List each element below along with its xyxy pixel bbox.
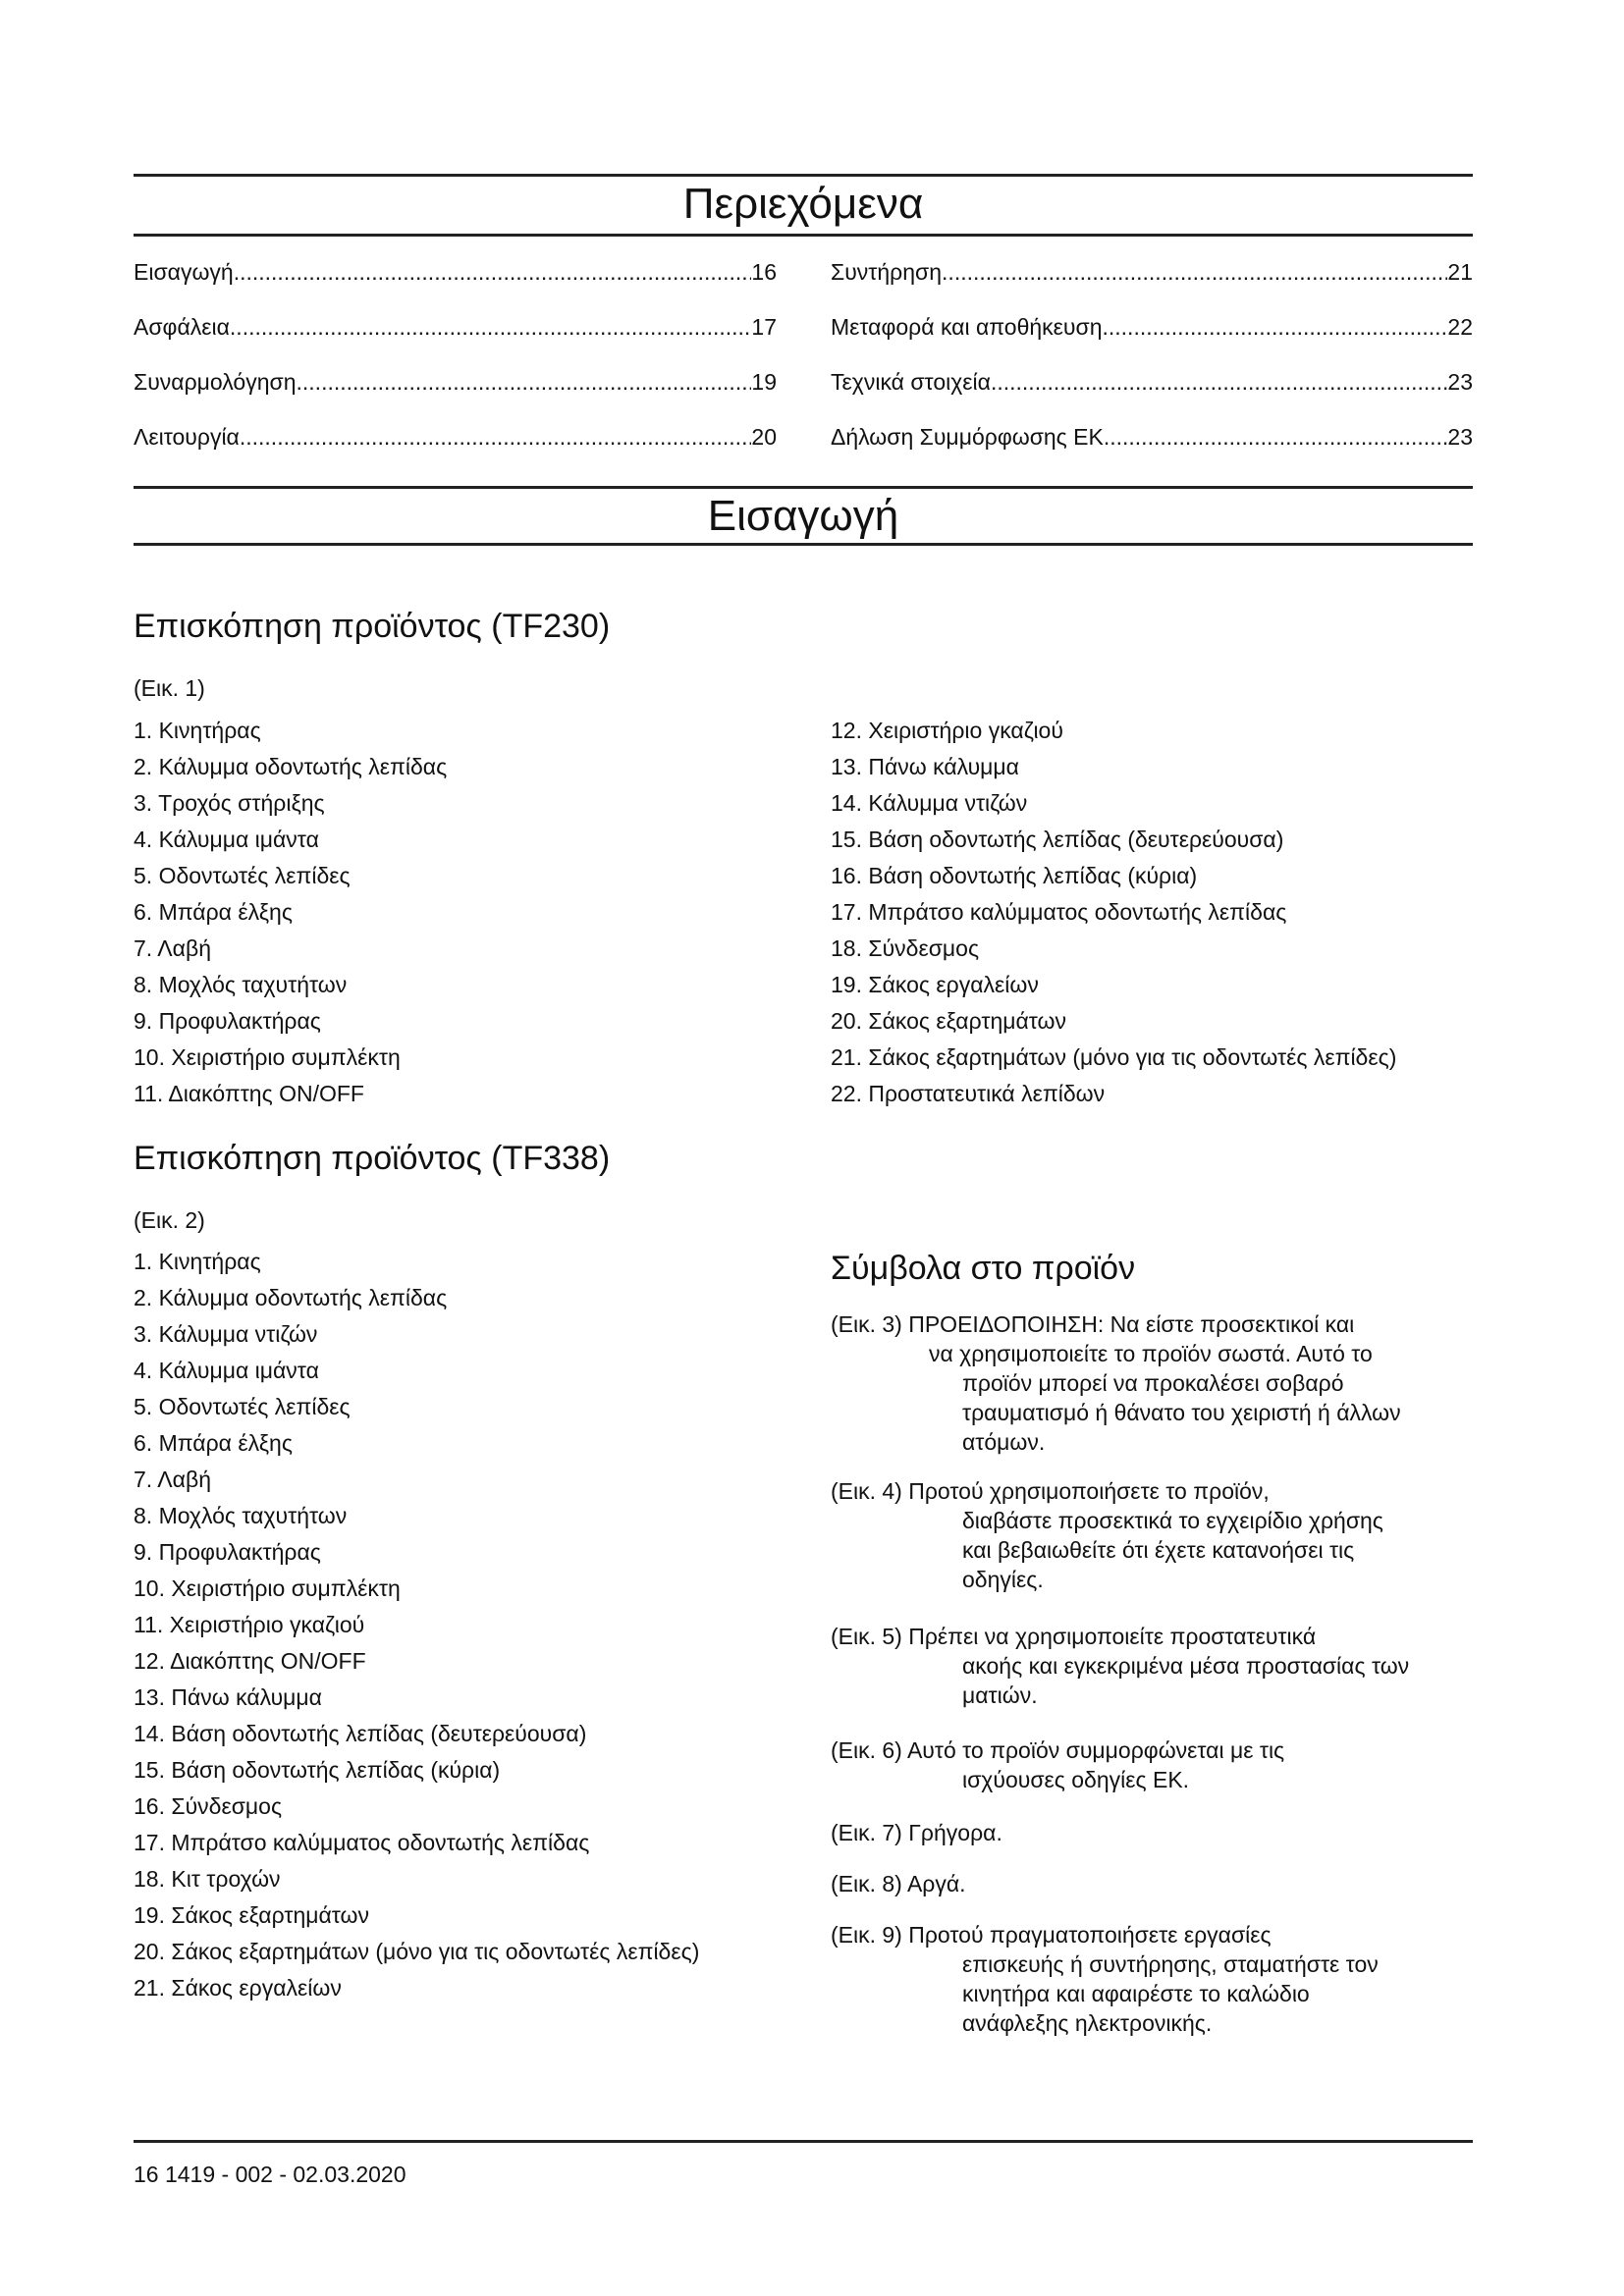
list-item: 18. Κιτ τροχών (134, 1866, 281, 1892)
footer-rule (134, 2140, 1473, 2143)
list-item: 8. Μοχλός ταχυτήτων (134, 972, 348, 997)
list-item: 18. Σύνδεσμος (831, 935, 980, 961)
symbol-entry: (Εικ. 5) Πρέπει να χρησιμοποιείτε προστατευτικά ακοής και εγκεκριμένα μέσα προστασίας των ματιών. (831, 1624, 1410, 1708)
list-item: 13. Πάνω κάλυμμα (134, 1684, 322, 1710)
footer-text: 16 1419 - 002 - 02.03.2020 (134, 2162, 406, 2187)
list-item: 3. Κάλυμμα ντιζών (134, 1321, 318, 1347)
symbols-heading: Σύμβολα στο προϊόν (831, 1250, 1136, 1287)
list-item: 11. Διακόπτης ON/OFF (134, 1081, 364, 1106)
toc-entry[interactable]: Ασφάλεια ..... 17 (134, 314, 777, 341)
tf338-parts (134, 1244, 699, 2006)
list-item: 9. Προφυλακτήρας (134, 1008, 321, 1034)
list-item: 14. Κάλυμμα ντιζών (831, 790, 1028, 816)
list-item: 4. Κάλυμμα ιμάντα (134, 827, 319, 852)
symbol-entry: (Εικ. 9) Προτού πραγματοποιήσετε εργασίες επισκευής ή συντήρησης, σταματήστε τον κινητήρα και αφαιρέστε το καλώδιο ανάφλεξης ηλεκτρονικής. (831, 1922, 1379, 2036)
list-item: 1. Κινητήρας (134, 1249, 261, 1274)
list-item: 20. Σάκος εξαρτημάτων (831, 1008, 1066, 1034)
list-item: 2. Κάλυμμα οδοντωτής λεπίδας (134, 754, 448, 779)
overview-tf230-heading: Επισκόπηση προϊόντος (TF230) (134, 608, 611, 645)
toc-entry[interactable]: Τεχνικά στοιχεία ..... 23 (831, 369, 1473, 396)
list-item: 2. Κάλυμμα οδοντωτής λεπίδας (134, 1285, 448, 1310)
list-item: 12. Διακόπτης ON/OFF (134, 1648, 366, 1674)
list-item: 13. Πάνω κάλυμμα (831, 754, 1019, 779)
list-item: 8. Μοχλός ταχυτήτων (134, 1503, 348, 1528)
section-top-rule (134, 486, 1473, 489)
list-item: 15. Βάση οδοντωτής λεπίδας (δευτερεύουσα) (831, 827, 1284, 852)
list-item: 6. Μπάρα έλξης (134, 1430, 293, 1456)
list-item: 10. Χειριστήριο συμπλέκτη (134, 1044, 401, 1070)
section-bottom-rule (134, 543, 1473, 546)
list-item: 1. Κινητήρας (134, 718, 261, 743)
list-item: 5. Οδοντωτές λεπίδες (134, 1394, 351, 1419)
list-item: 16. Σύνδεσμος (134, 1793, 283, 1819)
toc-entry[interactable]: Δήλωση Συμμόρφωσης ΕΚ ..... 23 (831, 424, 1473, 451)
list-item: 3. Τροχός στήριξης (134, 790, 325, 816)
list-item: 7. Λαβή (134, 935, 211, 961)
symbol-entry: (Εικ. 4) Προτού χρησιμοποιήσετε το προϊόν, διαβάστε προσεκτικά το εγχειρίδιο χρήσης και βεβαιωθείτε ότι έχετε κατανοήσει τις οδηγίες. (831, 1478, 1383, 1592)
toc-entry[interactable]: Συντήρηση ..... 21 (831, 259, 1473, 286)
list-item: 17. Μπράτσο καλύμματος οδοντωτής λεπίδας (831, 899, 1287, 925)
list-item: 16. Βάση οδοντωτής λεπίδας (κύρια) (831, 863, 1198, 888)
section-title: Εισαγωγή (707, 492, 899, 540)
list-item: 19. Σάκος εξαρτημάτων (134, 1902, 369, 1928)
list-item: 21. Σάκος εξαρτημάτων (μόνο για τις οδοντωτές λεπίδες) (831, 1044, 1397, 1070)
list-item: 19. Σάκος εργαλείων (831, 972, 1039, 997)
list-item: 20. Σάκος εξαρτημάτων (μόνο για τις οδοντωτές λεπίδες) (134, 1939, 700, 1964)
toc-entry[interactable]: Συναρμολόγηση ..... 19 (134, 369, 777, 396)
list-item: 14. Βάση οδοντωτής λεπίδας (δευτερεύουσα) (134, 1721, 587, 1746)
symbol-entry: (Εικ. 8) Αργά. (831, 1871, 966, 1896)
list-item: 12. Χειριστήριο γκαζιού (831, 718, 1063, 743)
tf230-parts-right (831, 713, 1396, 1112)
fig-ref-1: (Εικ. 1) (134, 675, 205, 701)
fig-ref-2: (Εικ. 2) (134, 1207, 205, 1233)
list-item: 5. Οδοντωτές λεπίδες (134, 863, 351, 888)
contents-title: Περιεχόμενα (682, 180, 924, 228)
list-item: 15. Βάση οδοντωτής λεπίδας (κύρια) (134, 1757, 501, 1783)
tf230-parts-left (134, 713, 447, 1112)
contents-rule (134, 234, 1473, 237)
top-rule (134, 174, 1473, 177)
symbol-entry: (Εικ. 6) Αυτό το προϊόν συμμορφώνεται με τις ισχύουσες οδηγίες ΕΚ. (831, 1737, 1285, 1792)
symbol-entry: (Εικ. 3) ΠΡΟΕΙΔΟΠΟΙΗΣΗ: Να είστε προσεκτικοί και να χρησιμοποιείτε το προϊόν σωστά. Αυτό το προϊόν μπορεί να προκαλέσει σοβαρό τραυματισμό ή θάνατο του χειριστή ή άλλων ατόμων. (831, 1311, 1401, 1455)
list-item: 9. Προφυλακτήρας (134, 1539, 321, 1565)
list-item: 21. Σάκος εργαλείων (134, 1975, 342, 2001)
list-item: 10. Χειριστήριο συμπλέκτη (134, 1575, 401, 1601)
list-item: 17. Μπράτσο καλύμματος οδοντωτής λεπίδας (134, 1830, 590, 1855)
list-item: 4. Κάλυμμα ιμάντα (134, 1358, 319, 1383)
toc-entry[interactable]: Λειτουργία ..... 20 (134, 424, 777, 451)
list-item: 7. Λαβή (134, 1467, 211, 1492)
list-item: 6. Μπάρα έλξης (134, 899, 293, 925)
toc-entry[interactable]: Μεταφορά και αποθήκευση ..... 22 (831, 314, 1473, 341)
symbol-entry: (Εικ. 7) Γρήγορα. (831, 1820, 1002, 1845)
toc-entry[interactable]: Εισαγωγή ..... 16 (134, 259, 777, 286)
list-item: 11. Χειριστήριο γκαζιού (134, 1612, 365, 1637)
overview-tf338-heading: Επισκόπηση προϊόντος (TF338) (134, 1140, 611, 1177)
list-item: 22. Προστατευτικά λεπίδων (831, 1081, 1106, 1106)
